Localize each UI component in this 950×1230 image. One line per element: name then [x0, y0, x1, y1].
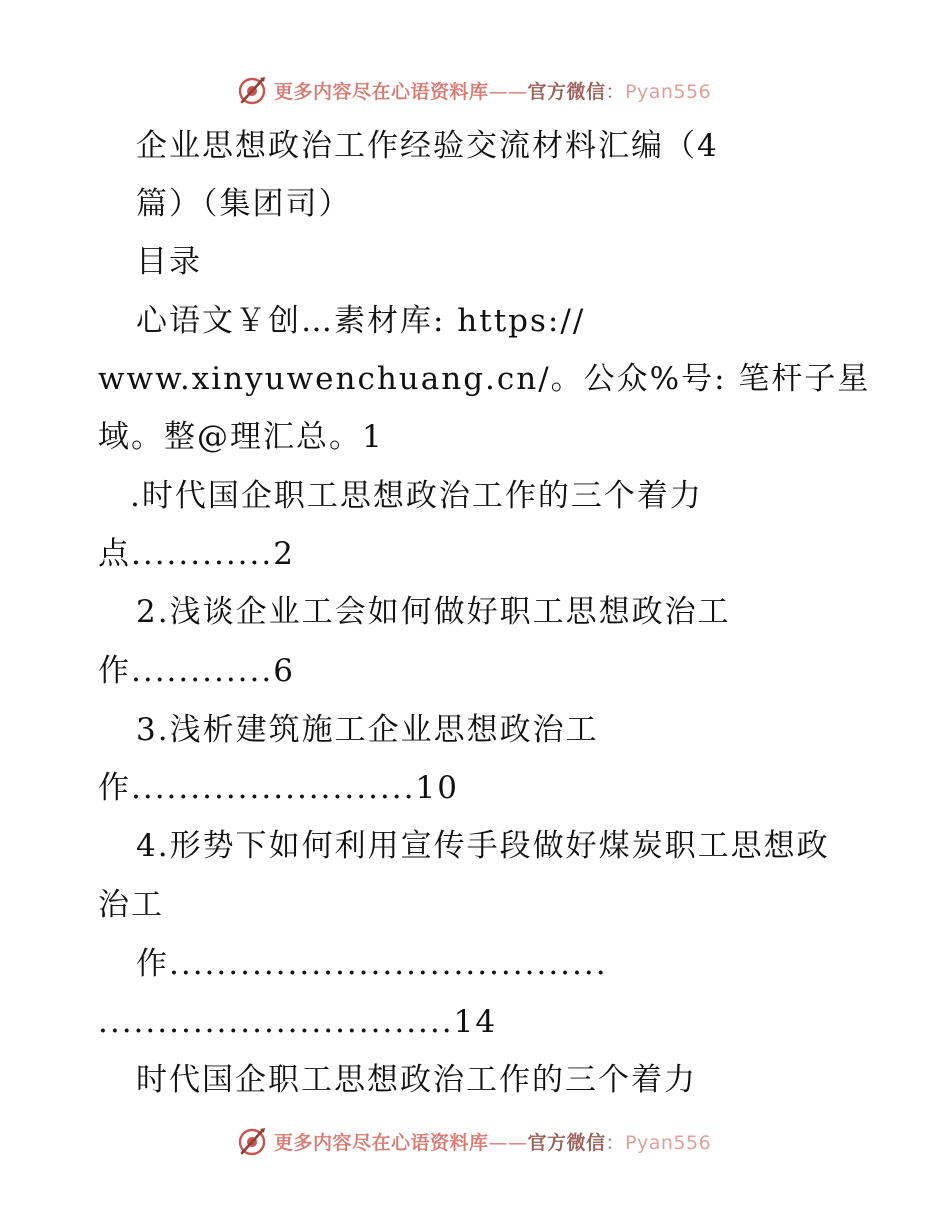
watermark-colon: ： [605, 80, 626, 103]
watermark-wechat-id: Pyan556 [625, 1131, 712, 1154]
toc-item-2-title[interactable]: 2.浅谈企业工会如何做好职工思想政治工 [136, 594, 731, 630]
section-heading: 时代国企职工思想政治工作的三个着力 [136, 1062, 697, 1098]
watermark-site-name: 更多内容尽在心语资料库 [274, 1131, 489, 1154]
watermark-dash: —— [488, 80, 528, 103]
toc-item-2-page[interactable]: 作............6 [98, 653, 295, 689]
intro-line-2: www.xinyuwenchuang.cn/。公众%号: 笔杆子星 [98, 361, 871, 397]
toc-item-4-title-cont[interactable]: 治工 [98, 887, 164, 923]
watermark-wechat-label: 官方微信 [527, 1131, 606, 1154]
toc-item-1-page[interactable]: 点............2 [98, 536, 295, 572]
toc-item-1-title[interactable]: .时代国企职工思想政治工作的三个着力 [130, 478, 703, 514]
watermark-dash: —— [488, 1131, 528, 1154]
watermark-wechat-id: Pyan556 [625, 80, 712, 103]
watermark-wechat-label: 官方微信 [527, 80, 606, 103]
watermark-text [274, 1128, 711, 1155]
toc-item-3-page[interactable]: 作........................10 [98, 770, 459, 806]
watermark-site-name: 更多内容尽在心语资料库 [274, 80, 489, 103]
toc-heading: 目录 [136, 244, 202, 280]
doc-title-line-2: 篇）（集团司） [136, 186, 352, 222]
pen-logo-icon [236, 74, 268, 106]
doc-title-line-1: 企业思想政治工作经验交流材料汇编（4 [136, 128, 719, 164]
watermark-text [274, 77, 711, 104]
pen-logo-icon [236, 1125, 268, 1157]
toc-item-4-title[interactable]: 4.形势下如何利用宣传手段做好煤炭职工思想政 [136, 828, 830, 864]
intro-line-3: 域。整@理汇总。1 [98, 419, 384, 455]
toc-item-3-title[interactable]: 3.浅析建筑施工企业思想政治工 [136, 712, 599, 748]
intro-line-1: 心语文￥创…素材库: https:// [136, 303, 586, 339]
footer-watermark [236, 1124, 711, 1158]
toc-item-4-leader[interactable]: 作..................................... [136, 946, 608, 982]
header-watermark [236, 73, 711, 107]
toc-item-4-page[interactable]: ..............................14 [98, 1004, 498, 1040]
watermark-colon: ： [605, 1131, 626, 1154]
